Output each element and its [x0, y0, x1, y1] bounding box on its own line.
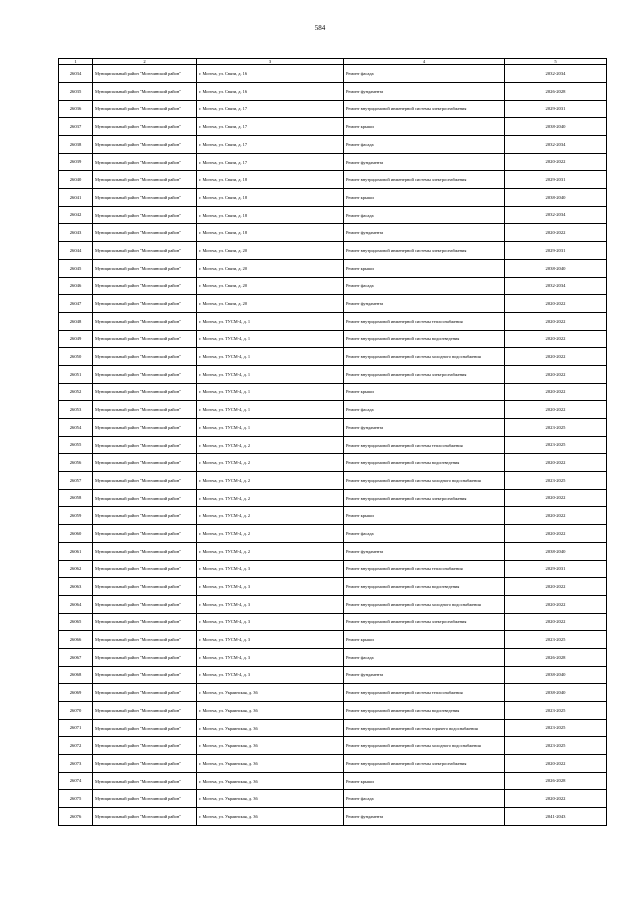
table-row: [59, 224, 607, 242]
district-cell: Муниципальный район "Могочинский район": [93, 153, 197, 171]
address-cell: г. Могоча, ул. ТУСМ-4, д. 2: [197, 454, 344, 472]
table-row: [59, 542, 607, 560]
row-number: 26040: [59, 171, 93, 189]
address-cell: г. Могоча, ул. ТУСМ-4, д. 3: [197, 613, 344, 631]
row-number: 26064: [59, 595, 93, 613]
period-cell: 2020-2022: [505, 755, 607, 773]
address-cell: г. Могоча, ул. Украинская, д. 36: [197, 808, 344, 826]
work-type-cell: Ремонт фасада: [344, 136, 505, 154]
table-row: [59, 65, 607, 83]
district-cell: Муниципальный район "Могочинский район": [93, 489, 197, 507]
address-cell: г. Могоча, ул. ТУСМ-4, д. 3: [197, 648, 344, 666]
period-cell: 2023-2025: [505, 719, 607, 737]
district-cell: Муниципальный район "Могочинский район": [93, 472, 197, 490]
column-header: 5: [505, 59, 607, 65]
row-number: 26061: [59, 542, 93, 560]
address-cell: г. Могоча, ул. Украинская, д. 36: [197, 755, 344, 773]
address-cell: г. Могоча, ул. ТУСМ-4, д. 1: [197, 348, 344, 366]
period-cell: 2029-2031: [505, 100, 607, 118]
period-cell: 2038-2040: [505, 542, 607, 560]
row-number: 26051: [59, 365, 93, 383]
table-row: [59, 755, 607, 773]
district-cell: Муниципальный район "Могочинский район": [93, 224, 197, 242]
period-cell: 2020-2022: [505, 383, 607, 401]
row-number: 26039: [59, 153, 93, 171]
work-type-cell: Ремонт внутридомовой инженерной системы холодного водоснабжения: [344, 595, 505, 613]
work-type-cell: Ремонт фундамента: [344, 295, 505, 313]
page-number: 584: [314, 24, 326, 32]
district-cell: Муниципальный район "Могочинский район": [93, 312, 197, 330]
table-row: [59, 277, 607, 295]
table-row: [59, 348, 607, 366]
row-number: 26072: [59, 737, 93, 755]
period-cell: 2023-2025: [505, 419, 607, 437]
row-number: 26050: [59, 348, 93, 366]
district-cell: Муниципальный район "Могочинский район": [93, 772, 197, 790]
period-cell: 2023-2025: [505, 631, 607, 649]
period-cell: 2041-2043: [505, 808, 607, 826]
row-number: 26047: [59, 295, 93, 313]
row-number: 26041: [59, 189, 93, 207]
period-cell: 2023-2025: [505, 436, 607, 454]
district-cell: Муниципальный район "Могочинский район": [93, 648, 197, 666]
period-cell: 2032-2034: [505, 277, 607, 295]
table-row: [59, 525, 607, 543]
work-type-cell: Ремонт внутридомовой инженерной системы холодного водоснабжения: [344, 472, 505, 490]
work-type-cell: Ремонт фундамента: [344, 224, 505, 242]
table-row: [59, 489, 607, 507]
work-type-cell: Ремонт фундамента: [344, 808, 505, 826]
address-cell: г. Могоча, ул. Украинская, д. 36: [197, 684, 344, 702]
work-type-cell: Ремонт фундамента: [344, 153, 505, 171]
table-row: [59, 365, 607, 383]
address-cell: г. Могоча, ул. ТУСМ-4, д. 1: [197, 330, 344, 348]
address-cell: г. Могоча, ул. ТУСМ-4, д. 3: [197, 578, 344, 596]
address-cell: г. Могоча, ул. Связи, д. 17: [197, 100, 344, 118]
registry-table: [58, 58, 607, 826]
period-cell: 2020-2022: [505, 507, 607, 525]
work-type-cell: Ремонт крыши: [344, 189, 505, 207]
district-cell: Муниципальный район "Могочинский район": [93, 755, 197, 773]
row-number: 26045: [59, 259, 93, 277]
address-cell: г. Могоча, ул. ТУСМ-4, д. 2: [197, 525, 344, 543]
row-number: 26046: [59, 277, 93, 295]
address-cell: г. Могоча, ул. Связи, д. 16: [197, 82, 344, 100]
table-body: [59, 65, 607, 826]
period-cell: 2038-2040: [505, 118, 607, 136]
column-header: 3: [197, 59, 344, 65]
table-row: [59, 153, 607, 171]
address-cell: г. Могоча, ул. ТУСМ-4, д. 1: [197, 419, 344, 437]
table-row: [59, 206, 607, 224]
table-row: [59, 560, 607, 578]
district-cell: Муниципальный район "Могочинский район": [93, 118, 197, 136]
table-row: [59, 401, 607, 419]
address-cell: г. Могоча, ул. ТУСМ-4, д. 3: [197, 595, 344, 613]
district-cell: Муниципальный район "Могочинский район": [93, 595, 197, 613]
column-header: 1: [59, 59, 93, 65]
work-type-cell: Ремонт крыши: [344, 631, 505, 649]
period-cell: 2038-2040: [505, 189, 607, 207]
row-number: 26057: [59, 472, 93, 490]
row-number: 26058: [59, 489, 93, 507]
district-cell: Муниципальный район "Могочинский район": [93, 790, 197, 808]
work-type-cell: Ремонт фундамента: [344, 419, 505, 437]
table-row: [59, 330, 607, 348]
work-type-cell: Ремонт внутридомовой инженерной системы холодного водоснабжения: [344, 737, 505, 755]
work-type-cell: Ремонт фасада: [344, 401, 505, 419]
work-type-cell: Ремонт крыши: [344, 383, 505, 401]
row-number: 26076: [59, 808, 93, 826]
period-cell: 2026-2028: [505, 82, 607, 100]
work-type-cell: Ремонт фасада: [344, 206, 505, 224]
work-type-cell: Ремонт внутридомовой инженерной системы электроснабжения: [344, 171, 505, 189]
district-cell: Муниципальный район "Могочинский район": [93, 684, 197, 702]
row-number: 26060: [59, 525, 93, 543]
table-row: [59, 136, 607, 154]
work-type-cell: Ремонт фасада: [344, 277, 505, 295]
period-cell: 2038-2040: [505, 684, 607, 702]
work-type-cell: Ремонт внутридомовой инженерной системы теплоснабжения: [344, 436, 505, 454]
work-type-cell: Ремонт фасада: [344, 790, 505, 808]
period-cell: 2026-2028: [505, 648, 607, 666]
district-cell: Муниципальный район "Могочинский район": [93, 542, 197, 560]
work-type-cell: Ремонт внутридомовой инженерной системы электроснабжения: [344, 100, 505, 118]
work-type-cell: Ремонт крыши: [344, 507, 505, 525]
work-type-cell: Ремонт внутридомовой инженерной системы электроснабжения: [344, 242, 505, 260]
address-cell: г. Могоча, ул. Украинская, д. 36: [197, 719, 344, 737]
district-cell: Муниципальный район "Могочинский район": [93, 365, 197, 383]
period-cell: 2020-2022: [505, 525, 607, 543]
work-type-cell: Ремонт крыши: [344, 259, 505, 277]
district-cell: Муниципальный район "Могочинский район": [93, 277, 197, 295]
period-cell: 2020-2022: [505, 312, 607, 330]
address-cell: г. Могоча, ул. Украинская, д. 36: [197, 702, 344, 720]
row-number: 26036: [59, 100, 93, 118]
work-type-cell: Ремонт внутридомовой инженерной системы водоотведения: [344, 702, 505, 720]
table-row: [59, 613, 607, 631]
district-cell: Муниципальный район "Могочинский район": [93, 171, 197, 189]
table-row: [59, 189, 607, 207]
period-cell: 2020-2022: [505, 595, 607, 613]
period-cell: 2020-2022: [505, 489, 607, 507]
address-cell: г. Могоча, ул. Связи, д. 20: [197, 277, 344, 295]
row-number: 26042: [59, 206, 93, 224]
period-cell: 2026-2028: [505, 772, 607, 790]
work-type-cell: Ремонт крыши: [344, 118, 505, 136]
row-number: 26073: [59, 755, 93, 773]
table-row: [59, 648, 607, 666]
period-cell: 2020-2022: [505, 613, 607, 631]
district-cell: Муниципальный район "Могочинский район": [93, 189, 197, 207]
address-cell: г. Могоча, ул. ТУСМ-4, д. 2: [197, 436, 344, 454]
column-header: 4: [344, 59, 505, 65]
table-row: [59, 295, 607, 313]
work-type-cell: Ремонт внутридомовой инженерной системы электроснабжения: [344, 365, 505, 383]
period-cell: 2023-2025: [505, 737, 607, 755]
address-cell: г. Могоча, ул. ТУСМ-4, д. 3: [197, 631, 344, 649]
work-type-cell: Ремонт внутридомовой инженерной системы теплоснабжения: [344, 684, 505, 702]
address-cell: г. Могоча, ул. Связи, д. 20: [197, 242, 344, 260]
district-cell: Муниципальный район "Могочинский район": [93, 613, 197, 631]
period-cell: 2029-2031: [505, 242, 607, 260]
district-cell: Муниципальный район "Могочинский район": [93, 348, 197, 366]
address-cell: г. Могоча, ул. Связи, д. 17: [197, 136, 344, 154]
period-cell: 2020-2022: [505, 365, 607, 383]
row-number: 26054: [59, 419, 93, 437]
row-number: 26056: [59, 454, 93, 472]
period-cell: 2020-2022: [505, 401, 607, 419]
address-cell: г. Могоча, ул. Связи, д. 20: [197, 259, 344, 277]
table-row: [59, 684, 607, 702]
work-type-cell: Ремонт внутридомовой инженерной системы горячего водоснабжения: [344, 719, 505, 737]
district-cell: Муниципальный район "Могочинский район": [93, 419, 197, 437]
table-row: [59, 419, 607, 437]
period-cell: 2020-2022: [505, 330, 607, 348]
period-cell: 2020-2022: [505, 348, 607, 366]
work-type-cell: Ремонт крыши: [344, 772, 505, 790]
table-row: [59, 578, 607, 596]
period-cell: 2020-2022: [505, 153, 607, 171]
period-cell: 2023-2025: [505, 472, 607, 490]
table-row: [59, 808, 607, 826]
table-row: [59, 454, 607, 472]
work-type-cell: Ремонт внутридомовой инженерной системы теплоснабжения: [344, 560, 505, 578]
address-cell: г. Могоча, ул. Украинская, д. 36: [197, 737, 344, 755]
district-cell: Муниципальный район "Могочинский район": [93, 136, 197, 154]
work-type-cell: Ремонт фасада: [344, 525, 505, 543]
row-number: 26043: [59, 224, 93, 242]
row-number: 26062: [59, 560, 93, 578]
table-row: [59, 595, 607, 613]
period-cell: 2020-2022: [505, 295, 607, 313]
table-row: [59, 100, 607, 118]
column-header: 2: [93, 59, 197, 65]
row-number: 26053: [59, 401, 93, 419]
table-row: [59, 790, 607, 808]
period-cell: 2020-2022: [505, 454, 607, 472]
address-cell: г. Могоча, ул. Связи, д. 18: [197, 171, 344, 189]
period-cell: 2029-2031: [505, 560, 607, 578]
table-row: [59, 507, 607, 525]
work-type-cell: Ремонт фасада: [344, 65, 505, 83]
row-number: 26063: [59, 578, 93, 596]
period-cell: 2020-2022: [505, 578, 607, 596]
address-cell: г. Могоча, ул. Связи, д. 20: [197, 295, 344, 313]
period-cell: 2029-2031: [505, 171, 607, 189]
table-row: [59, 631, 607, 649]
district-cell: Муниципальный район "Могочинский район": [93, 719, 197, 737]
table-row: [59, 82, 607, 100]
table-row: [59, 383, 607, 401]
district-cell: Муниципальный район "Могочинский район": [93, 206, 197, 224]
table-row: [59, 772, 607, 790]
row-number: 26075: [59, 790, 93, 808]
work-type-cell: Ремонт внутридомовой инженерной системы водоотведения: [344, 454, 505, 472]
work-type-cell: Ремонт фундамента: [344, 666, 505, 684]
address-cell: г. Могоча, ул. ТУСМ-4, д. 1: [197, 312, 344, 330]
address-cell: г. Могоча, ул. Связи, д. 18: [197, 206, 344, 224]
table-row: [59, 171, 607, 189]
address-cell: г. Могоча, ул. ТУСМ-4, д. 2: [197, 489, 344, 507]
address-cell: г. Могоча, ул. ТУСМ-4, д. 2: [197, 542, 344, 560]
work-type-cell: Ремонт внутридомовой инженерной системы электроснабжения: [344, 613, 505, 631]
address-cell: г. Могоча, ул. Связи, д. 17: [197, 153, 344, 171]
period-cell: 2020-2022: [505, 790, 607, 808]
table-row: [59, 702, 607, 720]
district-cell: Муниципальный район "Могочинский район": [93, 401, 197, 419]
district-cell: Муниципальный район "Могочинский район": [93, 100, 197, 118]
address-cell: г. Могоча, ул. ТУСМ-4, д. 1: [197, 365, 344, 383]
address-cell: г. Могоча, ул. Связи, д. 16: [197, 65, 344, 83]
district-cell: Муниципальный район "Могочинский район": [93, 808, 197, 826]
address-cell: г. Могоча, ул. ТУСМ-4, д. 3: [197, 560, 344, 578]
row-number: 26037: [59, 118, 93, 136]
district-cell: Муниципальный район "Могочинский район": [93, 560, 197, 578]
row-number: 26067: [59, 648, 93, 666]
row-number: 26044: [59, 242, 93, 260]
row-number: 26068: [59, 666, 93, 684]
row-number: 26034: [59, 65, 93, 83]
table-row: [59, 719, 607, 737]
district-cell: Муниципальный район "Могочинский район": [93, 436, 197, 454]
address-cell: г. Могоча, ул. Связи, д. 17: [197, 118, 344, 136]
row-number: 26071: [59, 719, 93, 737]
address-cell: г. Могоча, ул. ТУСМ-4, д. 2: [197, 507, 344, 525]
table-row: [59, 259, 607, 277]
address-cell: г. Могоча, ул. Украинская, д. 36: [197, 790, 344, 808]
work-type-cell: Ремонт внутридомовой инженерной системы электроснабжения: [344, 755, 505, 773]
period-cell: 2023-2025: [505, 702, 607, 720]
district-cell: Муниципальный район "Могочинский район": [93, 295, 197, 313]
row-number: 26059: [59, 507, 93, 525]
district-cell: Муниципальный район "Могочинский район": [93, 383, 197, 401]
address-cell: г. Могоча, ул. Связи, д. 18: [197, 224, 344, 242]
work-type-cell: Ремонт внутридомовой инженерной системы холодного водоснабжения: [344, 348, 505, 366]
district-cell: Муниципальный район "Могочинский район": [93, 702, 197, 720]
work-type-cell: Ремонт фундамента: [344, 542, 505, 560]
row-number: 26038: [59, 136, 93, 154]
period-cell: 2032-2034: [505, 65, 607, 83]
district-cell: Муниципальный район "Могочинский район": [93, 65, 197, 83]
period-cell: 2032-2034: [505, 136, 607, 154]
period-cell: 2020-2022: [505, 224, 607, 242]
district-cell: Муниципальный район "Могочинский район": [93, 631, 197, 649]
table-row: [59, 242, 607, 260]
row-number: 26055: [59, 436, 93, 454]
district-cell: Муниципальный район "Могочинский район": [93, 454, 197, 472]
address-cell: г. Могоча, ул. Связи, д. 18: [197, 189, 344, 207]
address-cell: г. Могоча, ул. ТУСМ-4, д. 2: [197, 472, 344, 490]
period-cell: 2038-2040: [505, 666, 607, 684]
row-number: 26070: [59, 702, 93, 720]
district-cell: Муниципальный район "Могочинский район": [93, 737, 197, 755]
row-number: 26066: [59, 631, 93, 649]
work-type-cell: Ремонт внутридомовой инженерной системы теплоснабжения: [344, 312, 505, 330]
table-row: [59, 666, 607, 684]
work-type-cell: Ремонт внутридомовой инженерной системы водоотведения: [344, 330, 505, 348]
table-row: [59, 312, 607, 330]
work-type-cell: Ремонт фасада: [344, 648, 505, 666]
district-cell: Муниципальный район "Могочинский район": [93, 666, 197, 684]
row-number: 26069: [59, 684, 93, 702]
district-cell: Муниципальный район "Могочинский район": [93, 82, 197, 100]
work-type-cell: Ремонт внутридомовой инженерной системы водоотведения: [344, 578, 505, 596]
row-number: 26049: [59, 330, 93, 348]
work-type-cell: Ремонт внутридомовой инженерной системы электроснабжения: [344, 489, 505, 507]
row-number: 26035: [59, 82, 93, 100]
table-row: [59, 737, 607, 755]
table-row: [59, 436, 607, 454]
row-number: 26074: [59, 772, 93, 790]
row-number: 26048: [59, 312, 93, 330]
district-cell: Муниципальный район "Могочинский район": [93, 259, 197, 277]
district-cell: Муниципальный район "Могочинский район": [93, 242, 197, 260]
row-number: 26052: [59, 383, 93, 401]
work-type-cell: Ремонт фундамента: [344, 82, 505, 100]
district-cell: Муниципальный район "Могочинский район": [93, 507, 197, 525]
period-cell: 2038-2040: [505, 259, 607, 277]
period-cell: 2032-2034: [505, 206, 607, 224]
district-cell: Муниципальный район "Могочинский район": [93, 330, 197, 348]
district-cell: Муниципальный район "Могочинский район": [93, 578, 197, 596]
district-cell: Муниципальный район "Могочинский район": [93, 525, 197, 543]
address-cell: г. Могоча, ул. Украинская, д. 36: [197, 772, 344, 790]
address-cell: г. Могоча, ул. ТУСМ-4, д. 1: [197, 401, 344, 419]
address-cell: г. Могоча, ул. ТУСМ-4, д. 3: [197, 666, 344, 684]
address-cell: г. Могоча, ул. ТУСМ-4, д. 1: [197, 383, 344, 401]
row-number: 26065: [59, 613, 93, 631]
table-row: [59, 472, 607, 490]
table-row: [59, 118, 607, 136]
